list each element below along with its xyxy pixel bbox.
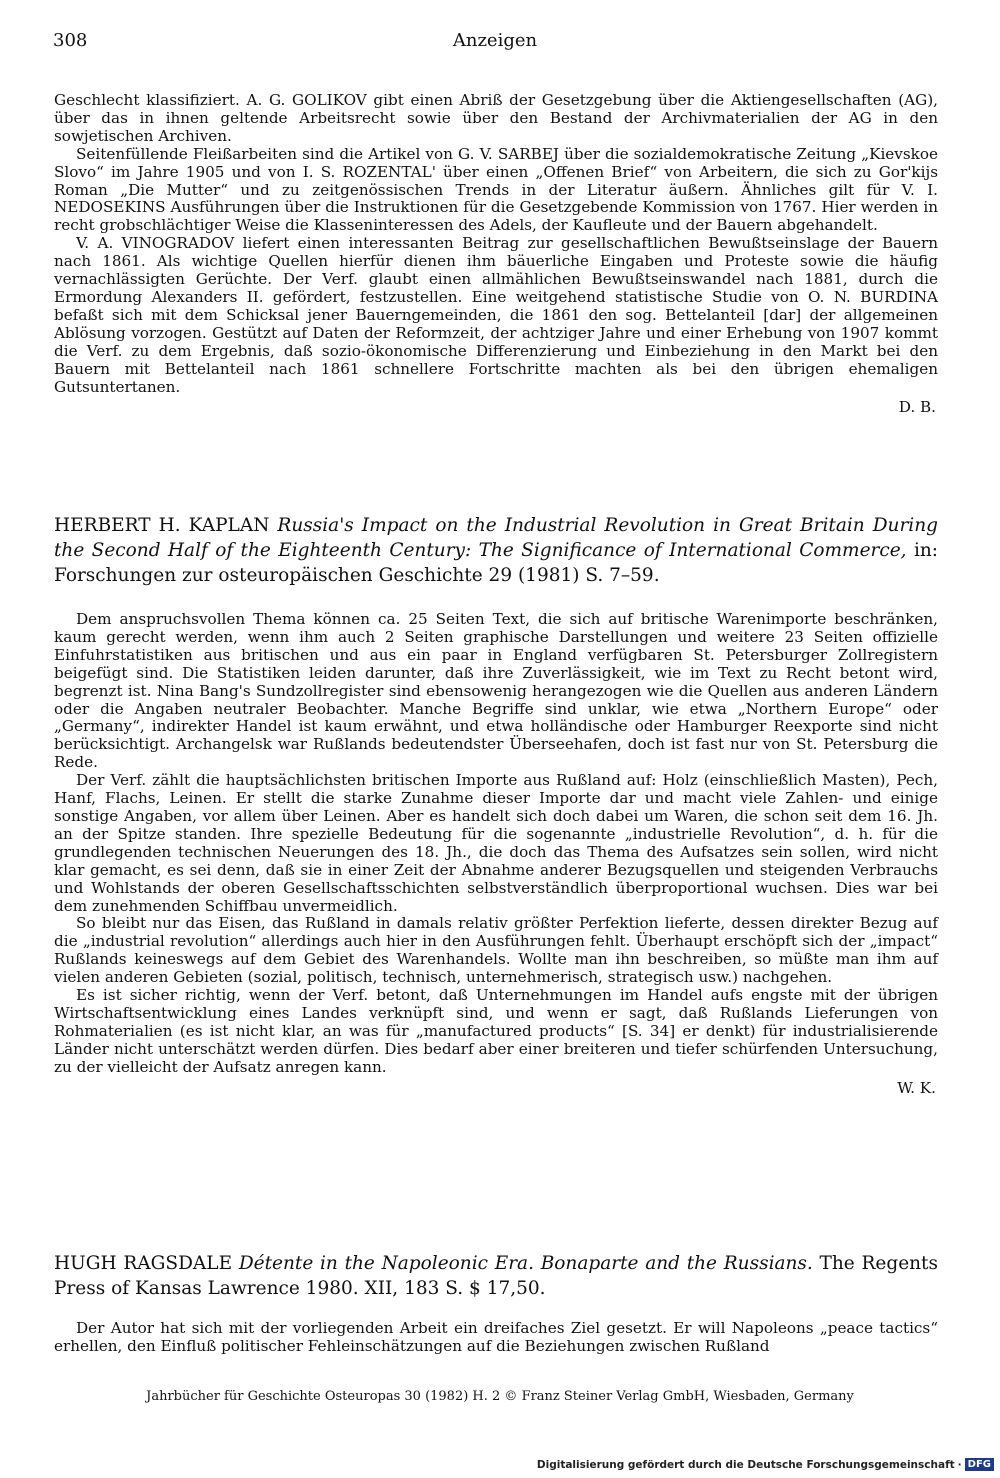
review-3-body: [54, 1320, 938, 1356]
review-2-paragraph: So bleibt nur das Eisen, das Rußland in damals relativ größter Perfektion lieferte, dessen direkter Bezug auf die „industrial revolution“ allerdings auch hier in den Ausführungen fehlt. Überhaupt erschöpft sich der „impact“ Rußlands keineswegs auf dem Gebiet des Warenhandels. Wollte man ihn beschreiben, so müßte man ihm auf vielen anderen Gebieten (sozial, politisch, technisch, unternehmerisch, strategisch usw.) nachgehen.: [54, 914, 938, 987]
review-2-paragraph: Der Verf. zählt die hauptsächlichsten britischen Importe aus Rußland auf: Holz (einschließlich Masten), Pech, Hanf, Flachs, Leinen. Er stellt die starke Zunahme dieser Importe dar und macht viele Zahlen- und einige sonstige Angaben, vor allem über Leinen. Aber es handelt sich doch dabei um Waren, die schon seit dem 16. Jh. an der Spitze standen. Ihre spezielle Bedeutung für die sogenannte „industrielle Revolution“, d. h. für die grundlegenden technischen Neuerungen des 18. Jh., die doch das Thema des Aufsatzes sein sollen, wird nicht klar gemacht, es sei denn, daß sie in einer Zeit der Abnahme anderer Bezugsquellen und steigenden Verbrauchs und Wohlstands der oberen Gesellschaftsschichten selbstverständlich überproportional wuchsen. Dies war bei dem zunehmenden Schiffbau unvermeidlich.: [54, 771, 938, 915]
journal-footer: Jahrbücher für Geschichte Osteuropas 30 (1982) H. 2 © Franz Steiner Verlag GmbH, Wiesbaden, Germany: [146, 1389, 854, 1404]
review-3-author: HUGH RAGSDALE: [54, 1253, 233, 1274]
review-1-initials: D. B.: [898, 398, 936, 417]
review-3-paragraph: Der Autor hat sich mit der vorliegenden Arbeit ein dreifaches Ziel gesetzt. Er will Napoleons „peace tactics“ erhellen, den Einfluß politischer Fehleinschätzungen auf die Beziehungen zwischen Rußland: [54, 1319, 938, 1355]
review-1-body: [54, 92, 938, 416]
review-2-author: HERBERT H. KAPLAN: [54, 515, 270, 536]
running-head: Anzeigen: [452, 30, 538, 51]
review-2-body: [54, 611, 938, 1097]
review-2-heading: [54, 513, 938, 588]
review-2-paragraph: Es ist sicher richtig, wenn der Verf. betont, daß Unternehmungen im Handel aufs engste mit der übrigen Wirtschaftsentwicklung eines Landes verknüpft sind, und wenn er sagt, daß Rußlands Lieferungen von Rohmaterialien (es ist nicht klar, an was für „manufactured products“ [S. 34] er denkt) für industrialisierende Länder nicht unterschätzt werden dürfen. Dies bedarf aber einer breiteren und tiefer schürfenden Untersuchung, zu der vielleicht der Aufsatz anregen kann.: [54, 986, 938, 1076]
review-1-paragraph: Geschlecht klassifiziert. A. G. GOLIKOV gibt einen Abriß der Gesetzgebung über die Aktiengesellschaften (AG), über das in ihnen geltende Arbeitsrecht sowie über den Bestand der Archivmaterialien der AG in den sowjetischen Archiven.: [54, 91, 938, 145]
digitization-notice: Digitalisierung gefördert durch die Deutsche Forschungsgemeinschaft · DFG: [537, 1458, 994, 1471]
review-1-paragraph: Seitenfüllende Fleißarbeiten sind die Artikel von G. V. SARBEJ über die sozialdemokratische Zeitung „Kievskoe Slovo“ im Jahre 1905 und von I. S. ROZENTAL' über einen „Offenen Brief“ von Arbeitern, die sich zu Gor'kijs Roman „Die Mutter“ und zu zeitgenössischen Trends in der Literatur äußern. Ähnliches gilt für V. I. NEDOSEKINS Ausführungen über die Instruktionen für die Gesetzgebende Kommission von 1767. Hier werden in recht grobschlächtiger Weise die Klasseninteressen des Adels, der Kaufleute und der Bauern abgehandelt.: [54, 144, 938, 235]
review-2-initials: W. K.: [897, 1078, 936, 1097]
page-header: [53, 30, 937, 56]
page-number: 308: [53, 30, 88, 51]
review-2-title: Russia's Impact on the Industrial Revolution in Great Britain During the Second Half of the Eighteenth Century: The Significance of International Commerce,: [54, 515, 938, 561]
review-3-heading: [54, 1251, 938, 1301]
review-1-paragraph: V. A. VINOGRADOV liefert einen interessanten Beitrag zur gesellschaftlichen Bewußtseinslage der Bauern nach 1861. Als wichtige Quellen hierfür dienen ihm bäuerliche Eingaben und Proteste sowie die häufig vernachlässigten Gerüchte. Der Verf. glaubt einen allmählichen Bewußtseinswandel nach 1881, durch die Ermordung Alexanders II. gefördert, festzustellen. Eine weitgehend statistische Studie von O. N. BURDINA befaßt sich mit dem Schicksal jener Bauerngemeinden, die 1861 den sog. Bettelanteil [dar] der allgemeinen Ablösung vorzogen. Gestützt auf Daten der Reformzeit, der achtziger Jahre und einer Erhebung von 1907 kommt die Verf. zu dem Ergebnis, daß sozio-ökonomische Differenzierung und Einbeziehung in den Markt bei den Bauern mit Bettelanteil nach 1861 schnellere Fortschritte machten als bei den übrigen ehemaligen Gutsuntertanen.: [54, 234, 938, 396]
review-3-title: Détente in the Napoleonic Era. Bonaparte and the Russians.: [238, 1253, 813, 1274]
review-2-publication: in: Forschungen zur osteuropäischen Geschichte 29 (1981) S. 7–59.: [54, 540, 939, 586]
review-2-paragraph: Dem anspruchsvollen Thema können ca. 25 Seiten Text, die sich auf britische Warenimporte beschränken, kaum gerecht werden, wenn ihm auch 2 Seiten graphische Darstellungen und weitere 23 Seiten offizielle Einfuhrstatistiken aus britischen und aus ein paar in England verfügbaren St. Petersburger Zollregistern beigefügt sind. Die Statistiken leiden darunter, daß ihre Zuverlässigkeit, wie im Text zu Recht betont wird, begrenzt ist. Nina Bang's Sundzollregister sind ebensowenig herangezogen wie die Quellen aus anderen Ländern oder die Angaben neutraler Beobachter. Manche Begriffe sind unklar, wie etwa „Northern Europe“ oder „Germany“, indirekter Handel ist kaum erwähnt, und etwa holländische oder Hamburger Reexporte sind nicht berücksichtigt. Archangelsk war Rußlands bedeutendster Überseehafen, doch ist fast nur von St. Petersburg die Rede.: [54, 610, 938, 772]
review-3-publication: The Regents Press of Kansas Lawrence 1980. XII, 183 S. $ 17,50.: [54, 1253, 938, 1299]
digitization-text: Digitalisierung gefördert durch die Deutsche Forschungsgemeinschaft: [536, 1458, 955, 1471]
dfg-logo: DFG: [965, 1458, 994, 1471]
